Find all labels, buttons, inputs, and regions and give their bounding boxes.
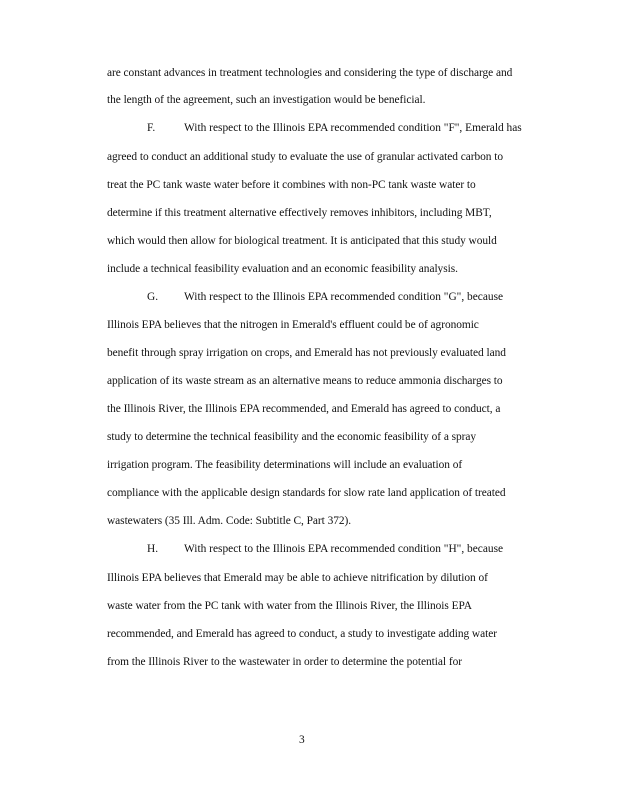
intro-line-1: are constant advances in treatment technologies and considering the type of discharge and [107, 67, 513, 79]
paragraph-g-line: study to determine the technical feasibility and the economic feasibility of a spray [107, 431, 477, 443]
intro-line-2: the length of the agreement, such an investigation would be beneficial. [107, 94, 426, 106]
page-number: 3 [299, 734, 305, 746]
paragraph-g-line: Illinois EPA believes that the nitrogen in Emerald's effluent could be of agronomic [107, 319, 479, 331]
paragraph-f-line: treat the PC tank waste water before it combines with non-PC tank waste water to [107, 179, 476, 191]
paragraph-f-label: F. [147, 122, 156, 134]
paragraph-f-line: include a technical feasibility evaluation and an economic feasibility analysis. [107, 263, 458, 275]
paragraph-g-label: G. [147, 291, 159, 303]
paragraph-g-first-line: With respect to the Illinois EPA recommended condition "G", because [184, 291, 504, 303]
paragraph-h-line: waste water from the PC tank with water from the Illinois River, the Illinois EPA [107, 600, 472, 612]
paragraph-f-line: which would then allow for biological treatment. It is anticipated that this study would [107, 235, 497, 247]
paragraph-g-line: wastewaters (35 Ill. Adm. Code: Subtitle C, Part 372). [107, 515, 352, 527]
paragraph-g-line: compliance with the applicable design standards for slow rate land application of treated [107, 487, 506, 499]
paragraph-g-line: irrigation program. The feasibility determinations will include an evaluation of [107, 459, 463, 471]
paragraph-g-line: benefit through spray irrigation on crops, and Emerald has not previously evaluated land [107, 347, 506, 359]
paragraph-h-label: H. [147, 543, 159, 555]
paragraph-f-line: determine if this treatment alternative effectively removes inhibitors, including MBT, [107, 207, 492, 219]
paragraph-h-first-line: With respect to the Illinois EPA recommended condition "H", because [184, 543, 504, 555]
paragraph-g-line: application of its waste stream as an alternative means to reduce ammonia discharges to [107, 375, 503, 387]
paragraph-h-line: recommended, and Emerald has agreed to conduct, a study to investigate adding water [107, 628, 497, 640]
paragraph-h-line: Illinois EPA believes that Emerald may be able to achieve nitrification by dilution of [107, 572, 488, 584]
paragraph-g-line: the Illinois River, the Illinois EPA recommended, and Emerald has agreed to conduct, a [107, 403, 501, 415]
paragraph-f-line: agreed to conduct an additional study to evaluate the use of granular activated carbon to [107, 151, 503, 163]
paragraph-h-line: from the Illinois River to the wastewater in order to determine the potential for [107, 656, 462, 668]
paragraph-f-first-line: With respect to the Illinois EPA recommended condition "F", Emerald has [184, 122, 522, 134]
